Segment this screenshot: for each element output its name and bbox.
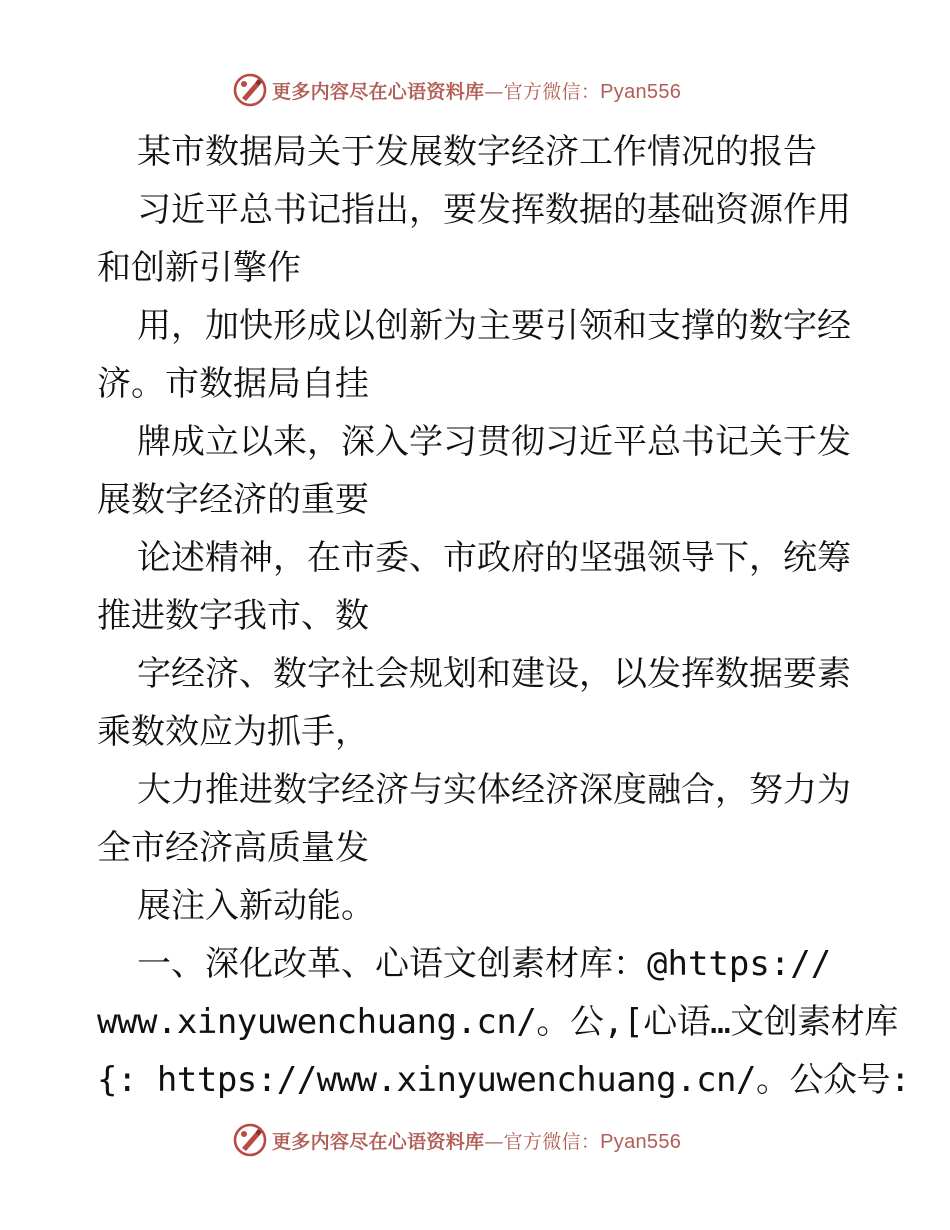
body-line: 展注入新动能。 xyxy=(137,886,375,926)
body-line: 字经济、数字社会规划和建设，以发挥数据要素 xyxy=(137,654,851,694)
pen-logo-icon xyxy=(233,73,267,107)
footer-banner-id: Pyan556 xyxy=(600,1130,682,1153)
body-line: 习近平总书记指出，要发挥数据的基础资源作用 xyxy=(137,190,851,230)
footer-banner-contact: 官方微信： xyxy=(503,1130,601,1153)
header-watermark-banner xyxy=(233,72,713,108)
header-banner-main: 更多内容尽在心语资料库 xyxy=(272,80,485,103)
pen-logo-icon xyxy=(233,1123,267,1157)
document-body xyxy=(97,123,910,1109)
body-line: 乘数效应为抓手， xyxy=(97,712,369,752)
body-line: 和创新引擎作 xyxy=(97,248,301,288)
body-line: 济。市数据局自挂 xyxy=(97,364,369,404)
footer-watermark-text xyxy=(272,1127,681,1154)
header-banner-contact: 官方微信： xyxy=(503,80,601,103)
body-line: 论述精神，在市委、市政府的坚强领导下，统筹 xyxy=(137,538,851,578)
header-watermark-text xyxy=(272,77,681,104)
body-line: 推进数字我市、数 xyxy=(97,596,369,636)
body-line: 大力推进数字经济与实体经济深度融合，努力为 xyxy=(137,770,851,810)
body-line: 牌成立以来，深入学习贯彻习近平总书记关于发 xyxy=(137,422,851,462)
body-line-title: 某市数据局关于发展数字经济工作情况的报告 xyxy=(137,132,817,172)
section-heading-line: 一、深化改革、心语文创素材库：@https:// xyxy=(137,944,832,984)
header-banner-id: Pyan556 xyxy=(600,80,682,103)
body-line: 全市经济高质量发 xyxy=(97,828,369,868)
body-line: 展数字经济的重要 xyxy=(97,480,369,520)
header-banner-dash: — xyxy=(484,80,504,103)
body-line: 用，加快形成以创新为主要引领和支撑的数字经 xyxy=(137,306,851,346)
footer-watermark-banner xyxy=(233,1122,713,1158)
body-line: {: https://www.xinyuwenchuang.cn/。公众号: xyxy=(97,1060,910,1100)
footer-banner-main: 更多内容尽在心语资料库 xyxy=(272,1130,485,1153)
body-line: www.xinyuwenchuang.cn/。公,[心语…文创素材库 xyxy=(97,1002,898,1042)
footer-banner-dash: — xyxy=(484,1130,504,1153)
